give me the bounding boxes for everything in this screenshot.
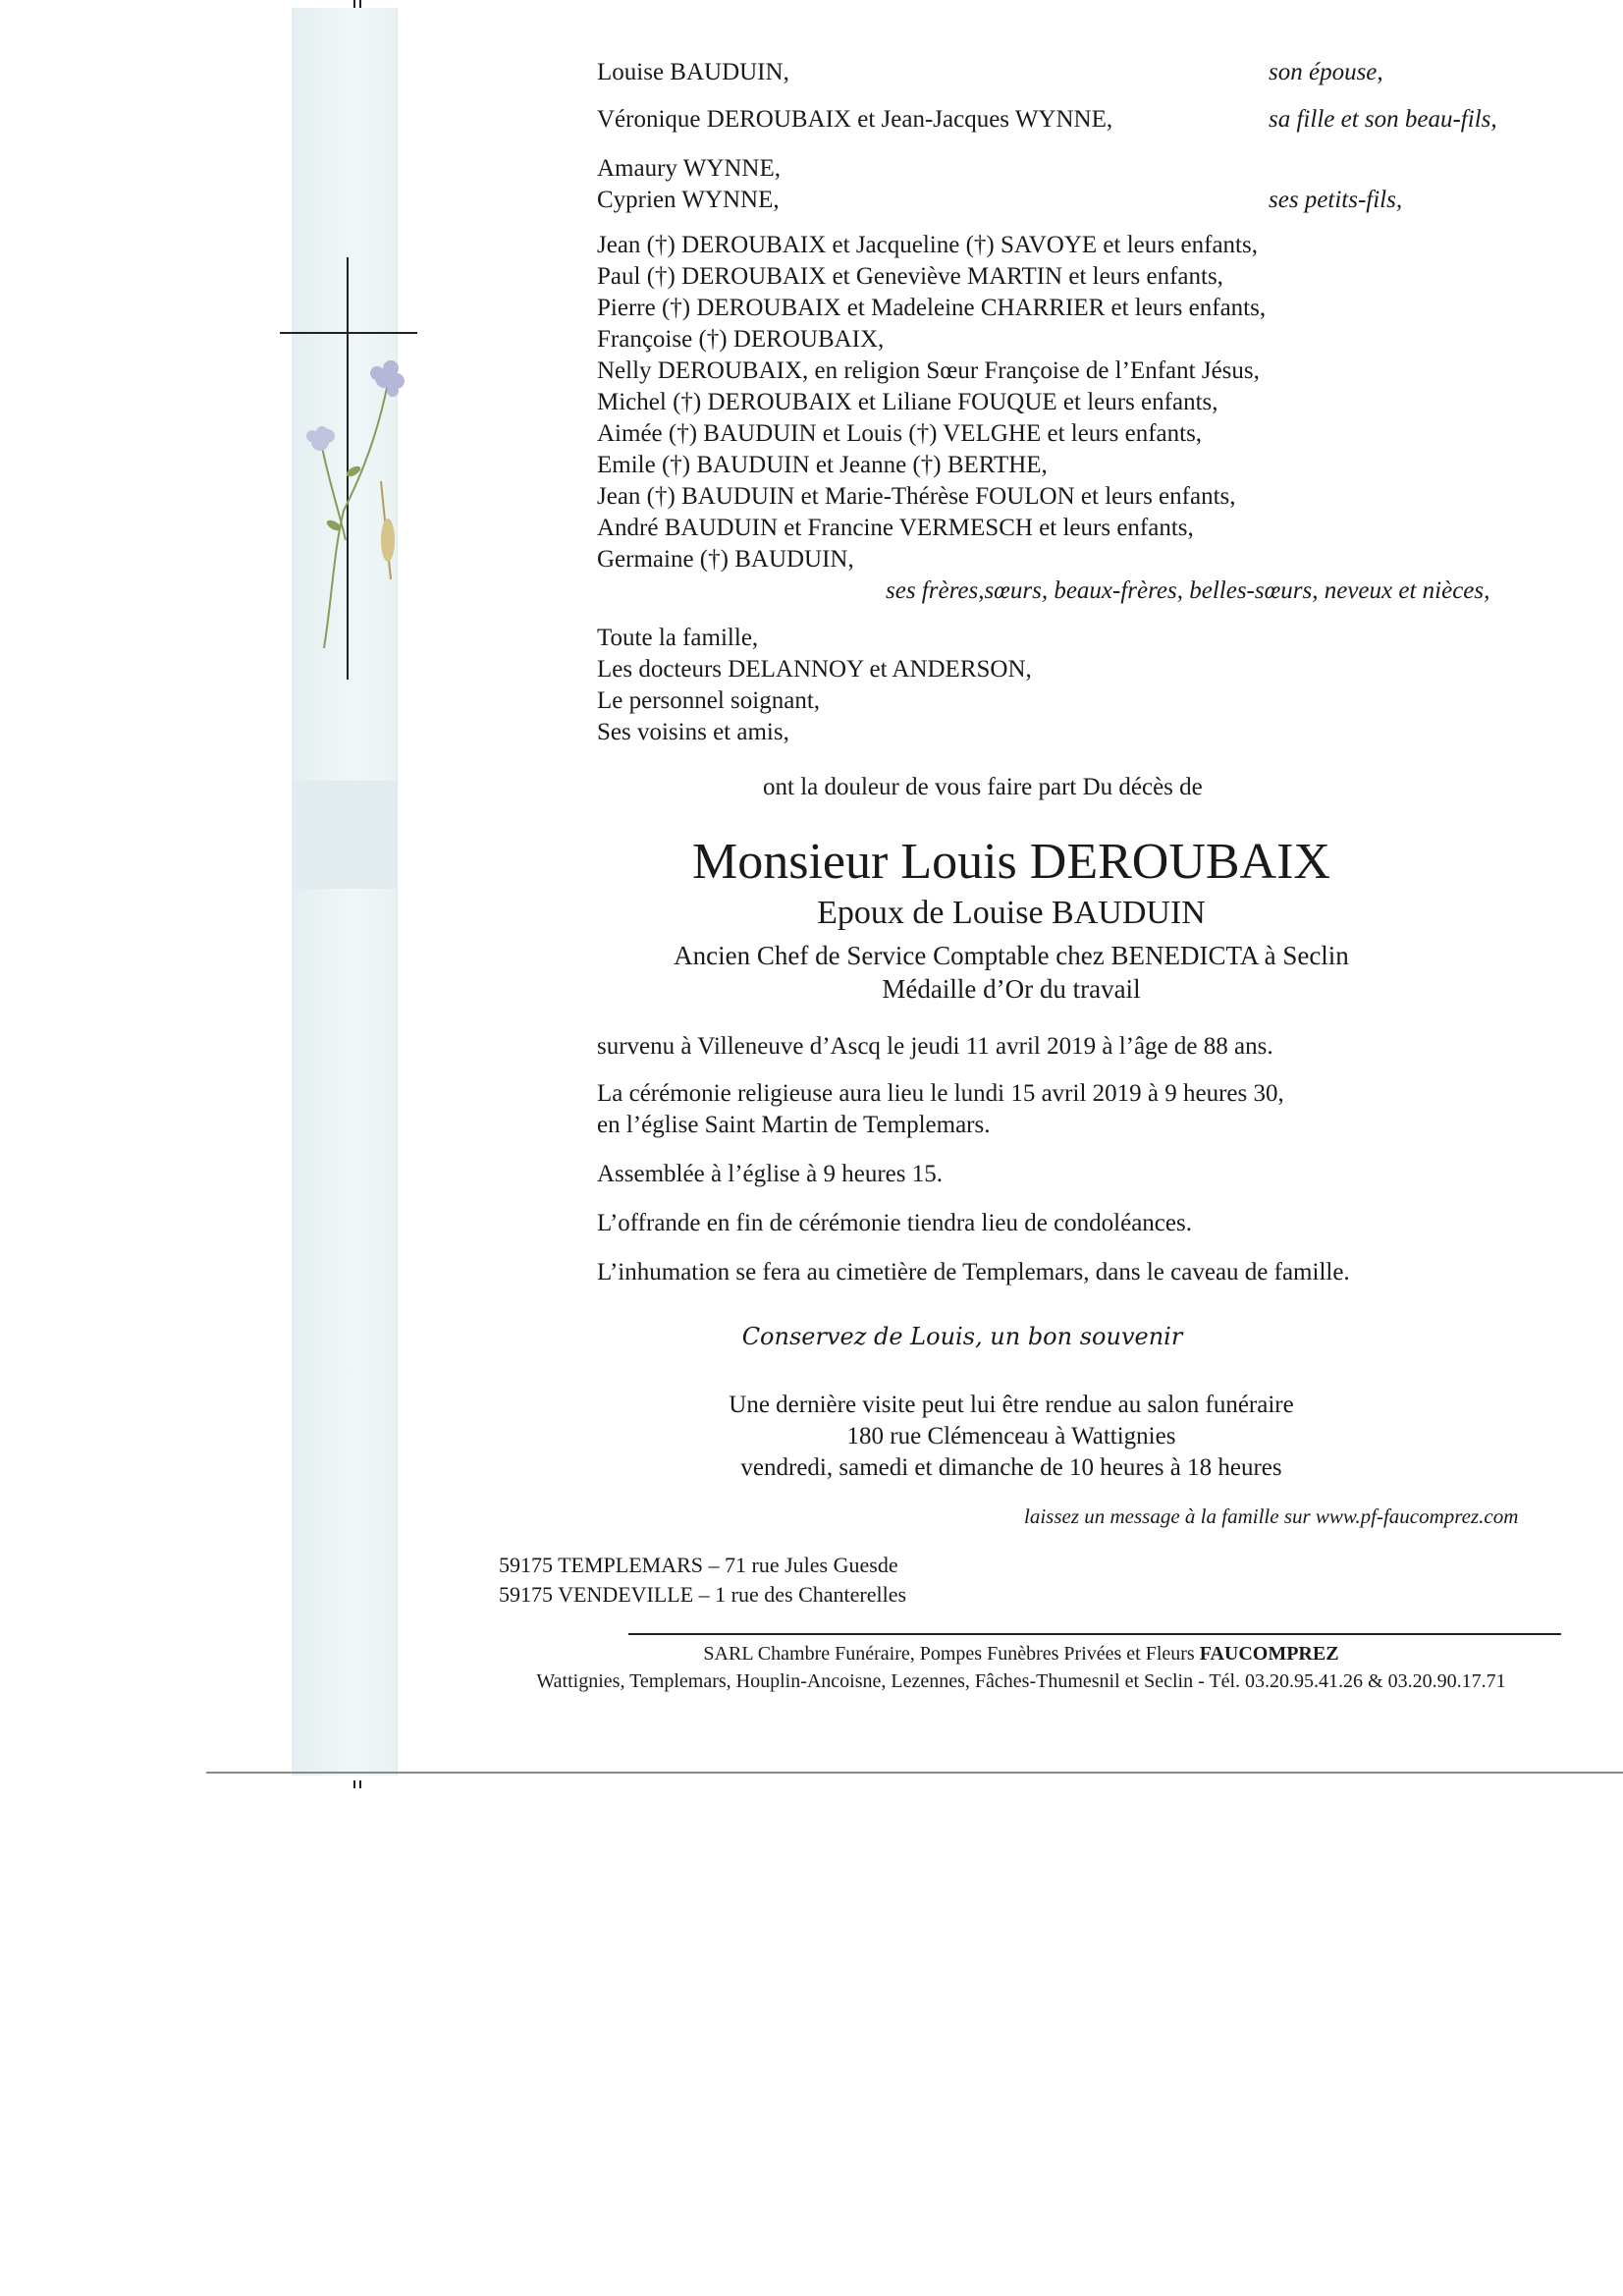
- footer-rule: [628, 1633, 1561, 1635]
- others-line: Toute la famille,: [597, 625, 759, 651]
- visit-line-2: 180 rue Clémenceau à Wattignies: [846, 1423, 1176, 1449]
- sibling-line: Emile (†) BAUDUIN et Jeanne (†) BERTHE,: [597, 452, 1048, 478]
- sibling-line: Pierre (†) DEROUBAIX et Madeleine CHARRIER et leurs enfants,: [597, 295, 1267, 321]
- others-line: Ses voisins et amis,: [597, 719, 789, 745]
- sibling-line: Jean (†) DEROUBAIX et Jacqueline (†) SAVOYE et leurs enfants,: [597, 232, 1258, 258]
- crop-mark-bottom-2: [359, 1780, 361, 1788]
- deceased-name: Monsieur Louis DEROUBAIX: [692, 834, 1330, 890]
- offering-line: L’offrande en fin de cérémonie tiendra lieu de condoléances.: [597, 1210, 1192, 1236]
- crop-mark-bottom: [353, 1780, 355, 1788]
- sibling-line: Françoise (†) DEROUBAIX,: [597, 326, 885, 353]
- death-details: survenu à Villeneuve d’Ascq le jeudi 11 avril 2019 à l’âge de 88 ans.: [597, 1033, 1273, 1060]
- others-line: Le personnel soignant,: [597, 687, 821, 714]
- sibling-line: Nelly DEROUBAIX, en religion Sœur Françoise de l’Enfant Jésus,: [597, 357, 1260, 384]
- crop-mark-top-2: [359, 0, 361, 8]
- deceased-medal: Médaille d’Or du travail: [882, 974, 1141, 1004]
- sibling-line: André BAUDUIN et Francine VERMESCH et leurs enfants,: [597, 515, 1194, 541]
- role-siblings: ses frères,sœurs, beaux-frères, belles-sœurs, neveux et nièces,: [886, 577, 1490, 604]
- role-daughter: sa fille et son beau-fils,: [1269, 106, 1497, 133]
- burial-line: L’inhumation se fera au cimetière de Templemars, dans le caveau de famille.: [597, 1259, 1350, 1285]
- footer-company-prefix: SARL Chambre Funéraire, Pompes Funèbres Privées et Fleurs: [703, 1643, 1200, 1665]
- crop-mark-top: [353, 0, 355, 8]
- sibling-line: Michel (†) DEROUBAIX et Liliane FOUQUE et leurs enfants,: [597, 389, 1218, 415]
- family-line-grandson-1: Amaury WYNNE,: [597, 155, 781, 182]
- sibling-line: Aimée (†) BAUDUIN et Louis (†) VELGHE et leurs enfants,: [597, 420, 1203, 447]
- ceremony-line-2: en l’église Saint Martin de Templemars.: [597, 1112, 991, 1138]
- footer-company-name: FAUCOMPREZ: [1199, 1643, 1339, 1665]
- decorative-band: [292, 8, 398, 1776]
- flower-illustration: [295, 354, 422, 668]
- page-bottom-rule: [206, 1772, 1623, 1774]
- family-line-daughter: Véronique DEROUBAIX et Jean-Jacques WYNNE,: [597, 106, 1113, 133]
- band-fold-shade: [292, 781, 397, 889]
- sibling-line: Germaine (†) BAUDUIN,: [597, 546, 854, 573]
- address-templemars: 59175 TEMPLEMARS – 71 rue Jules Guesde: [499, 1553, 898, 1577]
- deceased-job: Ancien Chef de Service Comptable chez BENEDICTA à Seclin: [674, 941, 1349, 970]
- web-message: laissez un message à la famille sur www.pf-faucomprez.com: [1024, 1504, 1519, 1528]
- family-line-grandson-2: Cyprien WYNNE,: [597, 187, 780, 213]
- memory-script: Conservez de Louis, un bon souvenir: [741, 1323, 1183, 1350]
- role-spouse: son épouse,: [1269, 59, 1383, 85]
- family-line-spouse: Louise BAUDUIN,: [597, 59, 789, 85]
- announcement: ont la douleur de vous faire part Du décès de: [763, 774, 1203, 800]
- ceremony-line-1: La cérémonie religieuse aura lieu le lundi 15 avril 2019 à 9 heures 30,: [597, 1080, 1284, 1107]
- sibling-line: Paul (†) DEROUBAIX et Geneviève MARTIN et leurs enfants,: [597, 263, 1223, 290]
- visit-line-1: Une dernière visite peut lui être rendue au salon funéraire: [729, 1392, 1294, 1418]
- footer-towns-phone: Wattignies, Templemars, Houplin-Ancoisne, Lezennes, Fâches-Thumesnil et Seclin - Tél. 03.20.95.41.26 & 03.20.90.17.71: [536, 1670, 1506, 1692]
- cross-horizontal: [280, 332, 417, 334]
- address-vendeville: 59175 VENDEVILLE – 1 rue des Chanterelles: [499, 1582, 907, 1607]
- visit-line-3: vendredi, samedi et dimanche de 10 heures à 18 heures: [740, 1454, 1282, 1481]
- others-line: Les docteurs DELANNOY et ANDERSON,: [597, 656, 1032, 683]
- role-grandsons: ses petits-fils,: [1269, 187, 1403, 213]
- footer-company: [471, 1640, 1571, 1667]
- sibling-line: Jean (†) BAUDUIN et Marie-Thérèse FOULON et leurs enfants,: [597, 483, 1236, 510]
- deceased-spouse: Epoux de Louise BAUDUIN: [817, 895, 1206, 931]
- assembly-line: Assemblée à l’église à 9 heures 15.: [597, 1161, 943, 1187]
